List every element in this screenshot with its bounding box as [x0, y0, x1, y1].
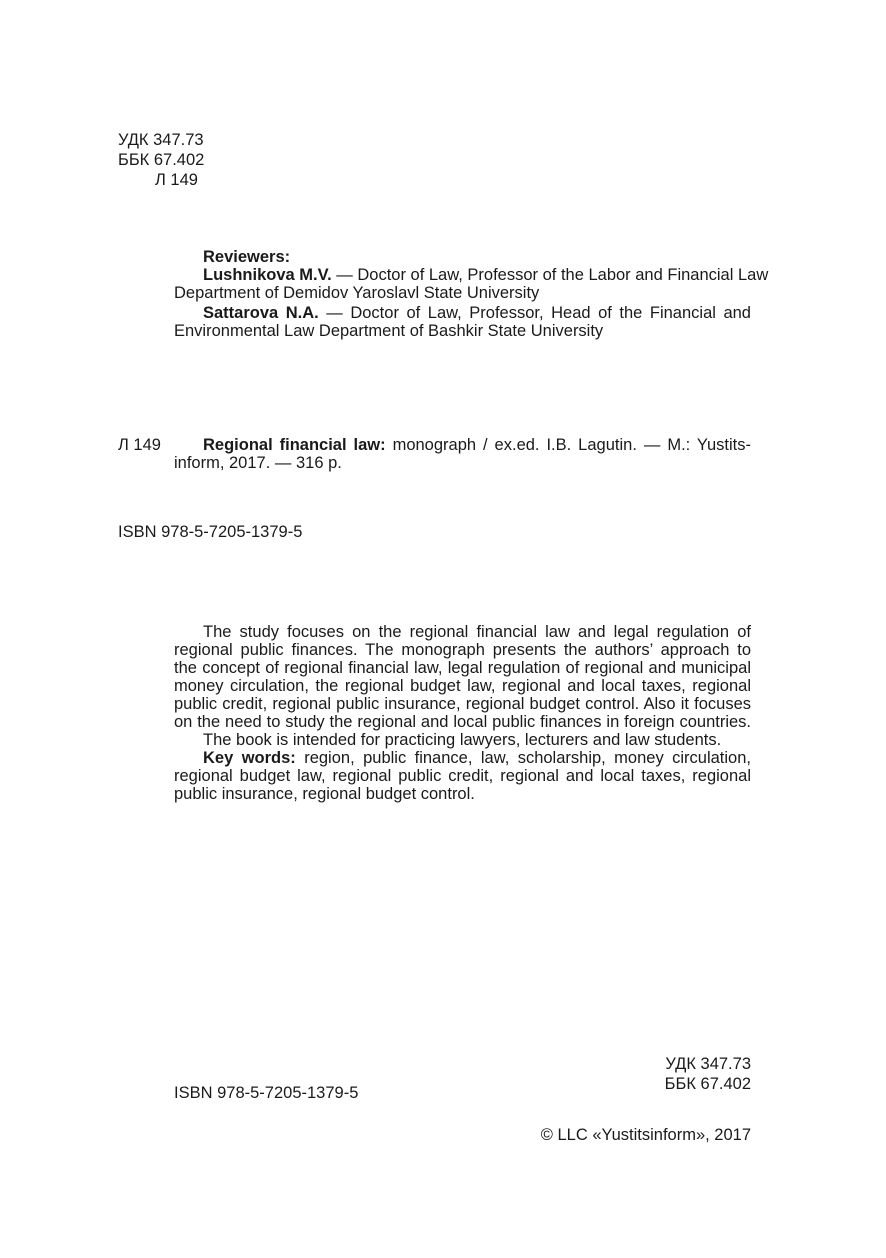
abstract — [174, 623, 751, 803]
reviewer-1 — [174, 266, 769, 302]
catalog-mark: Л 149 — [118, 436, 161, 454]
reviewer-1-name: Lushnikova M.V. — [203, 266, 332, 284]
abstract-line: public credit, regional public insurance, regional budget control. Also it focuses — [174, 695, 751, 713]
abstract-line: regional public finances. The monograph presents the authors’ approach to — [174, 641, 751, 659]
keywords-text: region, public finance, law, scholarship, money circulation, — [295, 749, 751, 767]
reviewer-2-name: Sattarova N.A. — [203, 304, 319, 322]
isbn-top: ISBN 978-5-7205-1379-5 — [118, 523, 303, 541]
footer-bbk: ББК 67.402 — [664, 1075, 751, 1093]
keywords-line: regional budget law, regional public credit, regional and local taxes, regional — [174, 767, 751, 785]
abstract-line: the concept of regional financial law, legal regulation of regional and municipal — [174, 659, 751, 677]
footer-isbn: ISBN 978-5-7205-1379-5 — [174, 1084, 359, 1102]
keywords-line-1 — [174, 749, 751, 767]
author-mark: Л 149 — [155, 171, 198, 189]
reviewer-2-line-1 — [174, 304, 751, 322]
audience-line: The book is intended for practicing lawyers, lecturers and law students. — [203, 731, 722, 749]
abstract-line: The study focuses on the regional financial law and legal regulation of — [203, 623, 751, 641]
reviewer-1-line-2: Department of Demidov Yaroslavl State University — [174, 284, 540, 302]
abstract-line: on the need to study the regional and local public finances in foreign countries. — [174, 713, 751, 731]
footer-udk: УДК 347.73 — [665, 1055, 751, 1073]
book-title: Regional financial law: — [203, 436, 386, 454]
abstract-line: money circulation, the regional budget law, regional and local taxes, regional — [174, 677, 751, 695]
reviewer-1-description: — Doctor of Law, Professor of the Labor and Financial Law — [331, 266, 769, 284]
catalog-entry-line-1 — [174, 436, 751, 454]
reviewers-heading: Reviewers: — [203, 248, 291, 266]
reviewer-2-line-2: Environmental Law Department of Bashkir State University — [174, 322, 604, 340]
reviewer-1-line-1 — [174, 266, 769, 284]
reviewer-2-description: — Doctor of Law, Professor, Head of the Financial and — [318, 304, 751, 322]
keywords-line: public insurance, regional budget control. — [174, 785, 475, 803]
reviewer-2 — [174, 304, 751, 340]
bbk-code: ББК 67.402 — [118, 151, 205, 169]
catalog-entry-line-2: inform, 2017. — 316 p. — [174, 454, 342, 472]
catalog-entry-details: monograph / ex.ed. I.B. Lagutin. — M.: Yustits- — [385, 436, 751, 454]
catalog-entry — [174, 436, 751, 472]
keywords-label: Key words: — [203, 749, 296, 767]
udk-code: УДК 347.73 — [118, 131, 204, 149]
copyright: © LLC «Yustitsinform», 2017 — [540, 1126, 751, 1144]
